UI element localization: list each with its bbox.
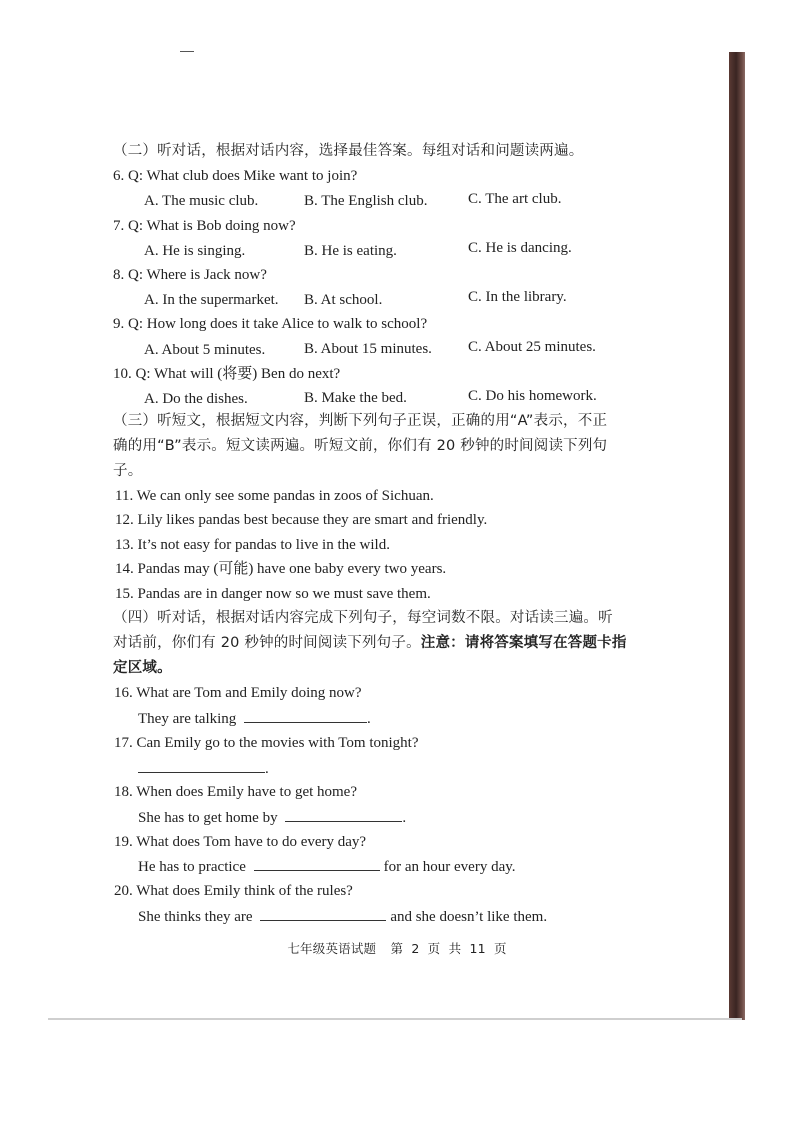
answer-blank-16[interactable] bbox=[244, 708, 367, 723]
option-6b: B. The English club. bbox=[304, 193, 428, 209]
section-4-instructions-line1: （四）听对话，根据对话内容完成下列句子，每空词数不限。对话读三遍。听 bbox=[113, 610, 613, 626]
statement-15: 15. Pandas are in danger now so we must save them. bbox=[115, 586, 431, 602]
footer-page-unit: 页 bbox=[427, 941, 441, 956]
answer-17-suffix: . bbox=[265, 761, 269, 777]
question-10: 10. Q: What will (将要) Ben do next? bbox=[113, 366, 341, 382]
question-18: 18. When does Emily have to get home? bbox=[114, 784, 357, 800]
question-17: 17. Can Emily go to the movies with Tom tonight? bbox=[114, 735, 419, 751]
option-7a: A. He is singing. bbox=[144, 243, 246, 259]
option-6a: A. The music club. bbox=[144, 193, 259, 209]
footer-subject: 七年级英语试题 bbox=[287, 941, 377, 956]
footer-total-unit: 页 bbox=[493, 941, 507, 956]
answer-16-suffix: . bbox=[367, 711, 371, 727]
answer-line-16 bbox=[138, 708, 371, 729]
scan-bottom-edge bbox=[48, 1018, 742, 1020]
section-3-instructions-line1: （三）听短文，根据短文内容，判断下列句子正误，正确的用“A”表示，不正 bbox=[113, 413, 608, 429]
answer-20-suffix: and she doesn’t like them. bbox=[390, 909, 548, 925]
section-3-instructions-line2: 确的用“B”表示。短文读两遍。听短文前，你们有 20 秒钟的时间阅读下列句 bbox=[113, 438, 608, 454]
question-19: 19. What does Tom have to do every day? bbox=[114, 834, 367, 850]
footer-total-word: 共 bbox=[448, 941, 462, 956]
answer-16-prefix: They are talking bbox=[138, 711, 237, 727]
answer-blank-20[interactable] bbox=[260, 906, 386, 921]
section-4-instructions-line3: 定区域。 bbox=[113, 660, 172, 676]
question-6: 6. Q: What club does Mike want to join? bbox=[113, 168, 358, 184]
option-9b: B. About 15 minutes. bbox=[304, 341, 432, 357]
question-9: 9. Q: How long does it take Alice to walk to school? bbox=[113, 316, 428, 332]
option-9c: C. About 25 minutes. bbox=[468, 339, 596, 355]
answer-19-prefix: He has to practice bbox=[138, 859, 246, 875]
scan-edge-shadow bbox=[729, 52, 745, 1020]
option-10c: C. Do his homework. bbox=[468, 388, 597, 404]
statement-11: 11. We can only see some pandas in zoos of Sichuan. bbox=[115, 488, 434, 504]
section-4-instructions-line2-text: 对话前，你们有 20 秒钟的时间阅读下列句子。 bbox=[113, 635, 421, 651]
section-4-notice: 注意：请将答案填写在答题卡指 bbox=[420, 635, 627, 651]
answer-19-suffix: for an hour every day. bbox=[383, 859, 516, 875]
answer-blank-17[interactable] bbox=[138, 758, 265, 773]
question-7: 7. Q: What is Bob doing now? bbox=[113, 218, 296, 234]
option-8a: A. In the supermarket. bbox=[144, 292, 279, 308]
question-16: 16. What are Tom and Emily doing now? bbox=[114, 685, 362, 701]
answer-18-prefix: She has to get home by bbox=[138, 810, 278, 826]
answer-line-19 bbox=[138, 856, 516, 877]
answer-line-17 bbox=[138, 758, 269, 779]
corner-mark bbox=[180, 51, 194, 52]
answer-blank-19[interactable] bbox=[254, 856, 380, 871]
option-9a: A. About 5 minutes. bbox=[144, 342, 266, 358]
answer-18-suffix: . bbox=[402, 810, 407, 826]
answer-line-18 bbox=[138, 807, 406, 828]
question-20: 20. What does Emily think of the rules? bbox=[114, 883, 353, 899]
option-8c: C. In the library. bbox=[468, 289, 567, 305]
footer-page-number: 2 bbox=[411, 941, 420, 956]
option-6c: C. The art club. bbox=[468, 191, 562, 207]
statement-14: 14. Pandas may (可能) have one baby every two years. bbox=[115, 561, 447, 577]
option-10b: B. Make the bed. bbox=[304, 390, 407, 406]
question-8: 8. Q: Where is Jack now? bbox=[113, 267, 267, 283]
answer-20-prefix: She thinks they are bbox=[138, 909, 253, 925]
answer-blank-18[interactable] bbox=[285, 807, 402, 822]
footer-page-word: 第 bbox=[390, 941, 404, 956]
answer-line-20 bbox=[138, 906, 547, 927]
option-8b: B. At school. bbox=[304, 292, 383, 308]
page-footer bbox=[0, 939, 794, 957]
option-7c: C. He is dancing. bbox=[468, 240, 572, 256]
section-2-instructions: （二）听对话，根据对话内容，选择最佳答案。每组对话和问题读两遍。 bbox=[113, 143, 584, 159]
statement-13: 13. It’s not easy for pandas to live in the wild. bbox=[115, 537, 390, 553]
footer-total-pages: 11 bbox=[469, 941, 486, 956]
statement-12: 12. Lily likes pandas best because they are smart and friendly. bbox=[115, 512, 488, 528]
option-7b: B. He is eating. bbox=[304, 243, 397, 259]
section-4-instructions-line2 bbox=[113, 633, 627, 653]
option-10a: A. Do the dishes. bbox=[144, 391, 248, 407]
section-3-instructions-line3: 子。 bbox=[113, 463, 143, 479]
